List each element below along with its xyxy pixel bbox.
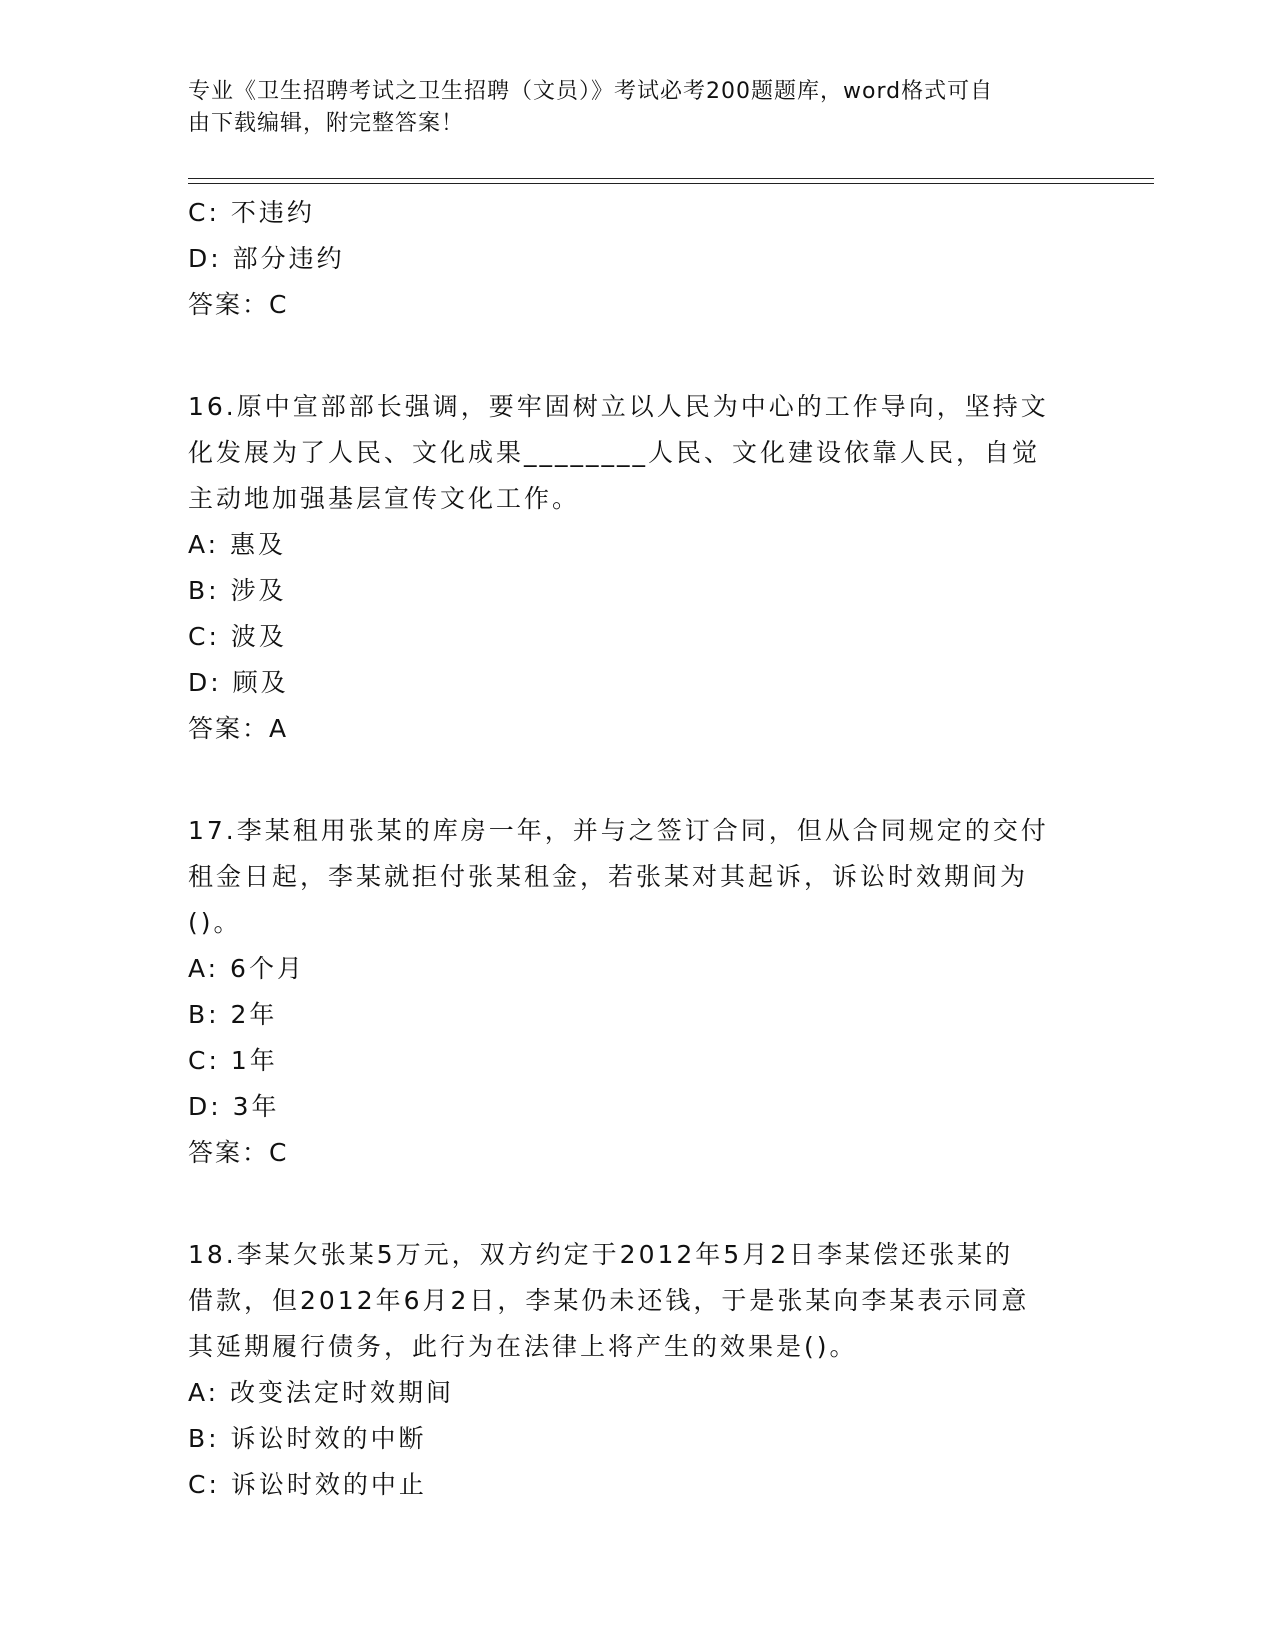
question-list [188,190,1088,1508]
question-text-line: 化发展为了人民、文化成果________人民、文化建设依靠人民，自觉 [188,438,1041,467]
option-d: D: 顾及 [188,668,289,697]
question-18 [188,1232,1088,1508]
option-c: C: 不违约 [188,198,315,227]
option-a: A: 惠及 [188,530,287,559]
question-17 [188,808,1088,1176]
option-b: B: 2年 [188,1000,278,1029]
option-c: C: 诉讼时效的中止 [188,1470,427,1499]
option-b: B: 诉讼时效的中断 [188,1424,427,1453]
question-text-line: 租金日起，李某就拒付张某租金，若张某对其起诉，诉讼时效期间为 [188,862,1029,891]
option-c: C: 1年 [188,1046,278,1075]
header-rule-bottom [188,183,1154,184]
question-text-line: 16.原中宣部部长强调，要牢固树立以人民为中心的工作导向，坚持文 [188,392,1049,421]
question-text-line: ()。 [188,908,242,937]
question-text-line: 18.李某欠张某5万元，双方约定于2012年5月2日李某偿还张某的 [188,1240,1014,1269]
option-c: C: 波及 [188,622,287,651]
header-line-1: 专业《卫生招聘考试之卫生招聘（文员）》考试必考200题题库，word格式可自 [188,79,994,104]
answer-line: 答案：A [188,714,289,743]
answer-line: 答案：C [188,290,289,319]
header-line-2: 由下载编辑，附完整答案！ [188,111,465,136]
question-16 [188,384,1088,752]
question-text-line: 其延期履行债务，此行为在法律上将产生的效果是()。 [188,1332,858,1361]
prev-question-tail [188,190,1088,328]
option-a: A: 6个月 [188,954,305,983]
header-rule-top [188,178,1154,179]
question-text-line: 借款，但2012年6月2日，李某仍未还钱，于是张某向李某表示同意 [188,1286,1030,1315]
answer-line: 答案：C [188,1138,289,1167]
question-text-line: 主动地加强基层宣传文化工作。 [188,484,581,513]
option-a: A: 改变法定时效期间 [188,1378,455,1407]
option-b: B: 涉及 [188,576,287,605]
question-text-line: 17.李某租用张某的库房一年，并与之签订合同，但从合同规定的交付 [188,816,1049,845]
option-d: D: 3年 [188,1092,280,1121]
document-header [188,76,1068,140]
option-d: D: 部分违约 [188,244,345,273]
